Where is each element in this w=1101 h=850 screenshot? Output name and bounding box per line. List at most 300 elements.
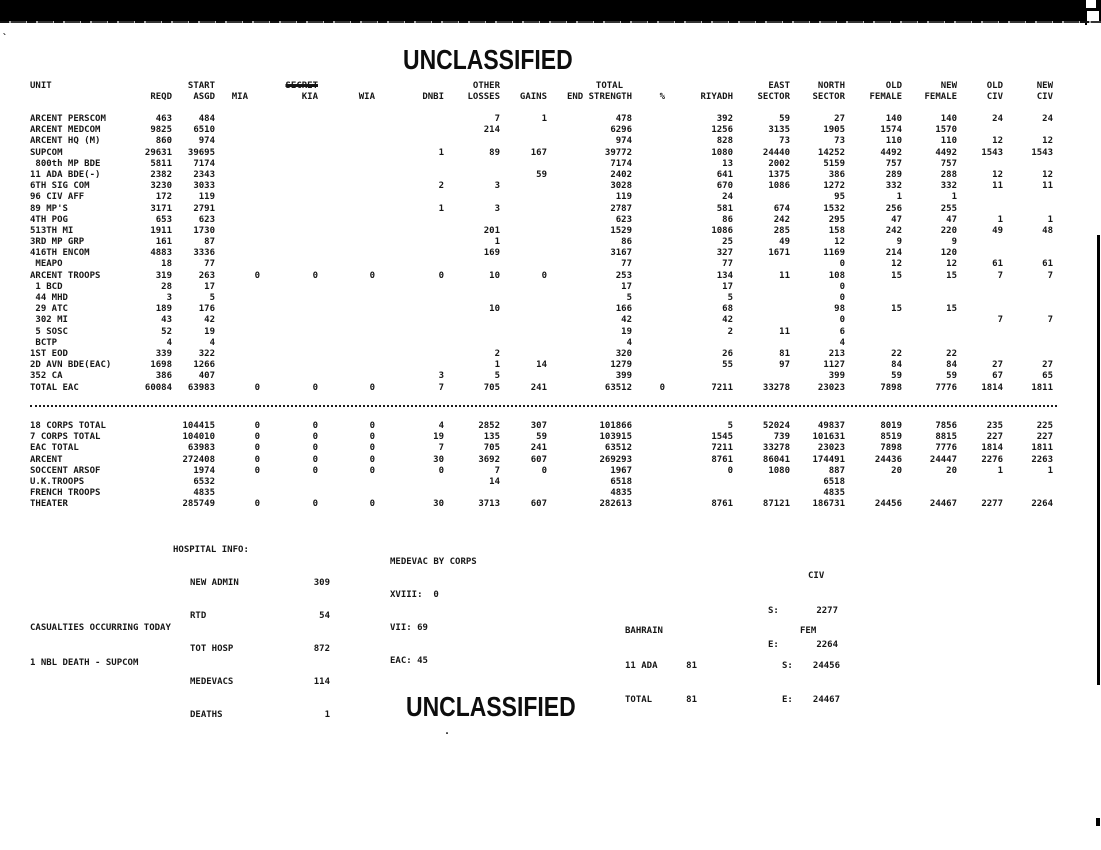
- value-cell: 1: [494, 360, 500, 371]
- value-cell: 24440: [762, 147, 790, 158]
- column-header: START: [187, 81, 215, 91]
- value-cell: [665, 338, 733, 349]
- column-header: [632, 81, 665, 92]
- value-cell: [902, 293, 957, 304]
- bahrain-row-value: 81: [686, 695, 697, 705]
- value-cell: [733, 192, 790, 203]
- value-cell: 1814: [981, 382, 1003, 393]
- value-cell: 322: [198, 348, 215, 359]
- value-cell: [733, 477, 790, 488]
- value-cell: [733, 315, 790, 326]
- value-cell: 63983: [187, 443, 215, 454]
- value-cell: 623: [615, 214, 632, 225]
- value-cell: [444, 293, 500, 304]
- unit-cell: 2D AVN BDE(EAC): [30, 360, 112, 371]
- value-cell: [375, 215, 444, 226]
- medevac-title: MEDEVAC BY CORPS: [390, 557, 477, 567]
- value-cell: [632, 304, 665, 315]
- value-cell: 0: [369, 499, 375, 510]
- value-cell: 89: [489, 147, 500, 158]
- value-cell: 5811: [150, 158, 172, 169]
- value-cell: 52: [161, 326, 172, 337]
- scan-artifact-right-edge-line: [1097, 235, 1100, 685]
- column-header: END STRENGTH: [566, 92, 632, 103]
- value-cell: [957, 159, 1003, 170]
- value-cell: [1003, 237, 1053, 248]
- value-cell: [215, 304, 260, 315]
- value-cell: [138, 443, 172, 454]
- value-cell: 12: [946, 259, 957, 270]
- value-cell: 1543: [981, 147, 1003, 158]
- value-cell: 59: [891, 371, 902, 382]
- value-cell: [444, 488, 500, 499]
- value-cell: 59: [946, 371, 957, 382]
- unit-cell: 6TH SIG COM: [30, 181, 90, 192]
- value-cell: 3028: [610, 181, 632, 192]
- hospital-row: [190, 677, 330, 688]
- casualties-line: 1 NBL DEATH - SUPCOM: [30, 657, 139, 668]
- value-cell: 757: [940, 158, 957, 169]
- value-cell: 186731: [812, 499, 845, 510]
- value-cell: [375, 488, 444, 499]
- table-row: [0, 477, 1053, 488]
- value-cell: 20: [946, 465, 957, 476]
- fem-row-label: E:: [782, 695, 793, 705]
- value-cell: [500, 159, 547, 170]
- fem-row-value: 24456: [812, 660, 840, 671]
- value-cell: [1003, 159, 1053, 170]
- value-cell: 1967: [610, 465, 632, 476]
- table-row: [0, 304, 1053, 315]
- table-row: [0, 349, 1053, 360]
- value-cell: 120: [940, 248, 957, 259]
- value-cell: 1905: [823, 125, 845, 136]
- value-cell: 463: [155, 114, 172, 124]
- hospital-row-label: MEDEVACS: [190, 677, 234, 687]
- value-cell: 269293: [599, 454, 632, 465]
- unit-cell: 7 CORPS TOTAL: [30, 432, 101, 443]
- value-cell: [957, 282, 1003, 293]
- scan-artifact-notch: [1085, 11, 1099, 25]
- column-header: TOTAL: [595, 81, 623, 91]
- value-cell: 1730: [193, 225, 215, 236]
- value-cell: 1375: [768, 169, 790, 180]
- value-cell: [318, 293, 375, 304]
- unit-cell: 89 MP'S: [30, 203, 68, 214]
- value-cell: 166: [615, 304, 632, 315]
- table-row: [0, 327, 1053, 338]
- value-cell: 0: [254, 499, 260, 510]
- value-cell: 7: [438, 443, 444, 454]
- value-cell: [632, 371, 665, 382]
- value-cell: 59: [536, 432, 547, 443]
- value-cell: 20: [891, 465, 902, 476]
- value-cell: 87121: [762, 499, 790, 510]
- value-cell: 84: [891, 360, 902, 371]
- value-cell: 0: [541, 270, 547, 281]
- value-cell: 1: [896, 192, 902, 203]
- value-cell: 653: [155, 214, 172, 225]
- value-cell: 214: [483, 125, 500, 136]
- value-cell: [733, 488, 790, 499]
- value-cell: 1814: [981, 443, 1003, 454]
- value-cell: 227: [1036, 432, 1053, 443]
- table-row: [0, 488, 1053, 499]
- value-cell: 24456: [874, 499, 902, 510]
- value-cell: 241: [530, 443, 547, 454]
- unit-cell: 11 ADA BDE(-): [30, 169, 101, 180]
- column-header: EAST: [768, 81, 790, 91]
- value-cell: [318, 237, 375, 248]
- value-cell: 24: [722, 192, 733, 203]
- value-cell: 39695: [187, 147, 215, 158]
- value-cell: [1003, 192, 1053, 203]
- value-cell: 103915: [599, 432, 632, 443]
- table-row: [0, 181, 1053, 192]
- value-cell: [632, 159, 665, 170]
- value-cell: [1003, 349, 1053, 360]
- value-cell: 0: [659, 382, 665, 393]
- value-cell: 12: [891, 259, 902, 270]
- table-row: [0, 466, 1053, 477]
- value-cell: 73: [779, 136, 790, 147]
- value-cell: 3692: [478, 454, 500, 465]
- value-cell: 7174: [193, 158, 215, 169]
- value-cell: 2343: [193, 169, 215, 180]
- value-cell: 5159: [823, 158, 845, 169]
- value-cell: [902, 488, 957, 499]
- value-cell: 242: [885, 225, 902, 236]
- value-cell: [375, 136, 444, 147]
- unit-cell: ARCENT TROOPS: [30, 270, 101, 281]
- scan-artifact-mark: `: [2, 33, 9, 44]
- value-cell: [260, 360, 318, 371]
- value-cell: 1: [541, 114, 547, 124]
- value-cell: [733, 259, 790, 270]
- value-cell: 1570: [935, 125, 957, 136]
- column-header: RIYADH: [700, 92, 733, 103]
- value-cell: [632, 477, 665, 488]
- value-cell: 227: [986, 432, 1003, 443]
- value-cell: 0: [839, 259, 845, 270]
- value-cell: 0: [839, 315, 845, 326]
- value-cell: [845, 488, 902, 499]
- value-cell: 1256: [711, 125, 733, 136]
- value-cell: [260, 204, 318, 215]
- value-cell: [733, 371, 790, 382]
- value-cell: [957, 488, 1003, 499]
- column-header: ASGD: [193, 92, 215, 103]
- value-cell: [444, 282, 500, 293]
- value-cell: 4835: [610, 488, 632, 499]
- value-cell: [215, 248, 260, 259]
- value-cell: 0: [254, 421, 260, 431]
- value-cell: [500, 371, 547, 382]
- value-cell: 0: [438, 270, 444, 281]
- value-cell: [318, 477, 375, 488]
- value-cell: [138, 466, 172, 477]
- column-header: SECTOR: [757, 92, 790, 103]
- value-cell: [260, 259, 318, 270]
- value-cell: [957, 304, 1003, 315]
- value-cell: [375, 360, 444, 371]
- value-cell: 0: [312, 443, 318, 454]
- value-cell: 1911: [150, 225, 172, 236]
- value-cell: [632, 271, 665, 282]
- value-cell: 705: [483, 443, 500, 454]
- value-cell: 189: [155, 304, 172, 315]
- value-cell: 33278: [762, 443, 790, 454]
- value-cell: [375, 282, 444, 293]
- unit-cell: 352 CA: [30, 371, 63, 382]
- value-cell: 30: [433, 454, 444, 465]
- value-cell: 15: [946, 270, 957, 281]
- value-cell: 484: [198, 114, 215, 124]
- bahrain-block: [625, 603, 697, 730]
- value-cell: 0: [312, 454, 318, 465]
- value-cell: 7174: [610, 158, 632, 169]
- unit-cell: BCTP: [30, 337, 58, 348]
- value-cell: 15: [946, 304, 957, 315]
- value-cell: 9: [896, 237, 902, 248]
- value-cell: 1080: [768, 465, 790, 476]
- value-cell: 0: [369, 421, 375, 431]
- table-row: [0, 293, 1053, 304]
- value-cell: [138, 499, 172, 510]
- column-header: NEW: [940, 81, 957, 91]
- value-cell: [375, 259, 444, 270]
- value-cell: 81: [779, 348, 790, 359]
- value-cell: [318, 327, 375, 338]
- unit-cell: THEATER: [30, 499, 68, 510]
- value-cell: 1: [951, 192, 957, 203]
- value-cell: 24436: [874, 454, 902, 465]
- value-cell: 3713: [478, 499, 500, 510]
- value-cell: 2791: [193, 203, 215, 214]
- value-cell: [215, 360, 260, 371]
- value-cell: 0: [438, 465, 444, 476]
- value-cell: 5: [209, 293, 215, 303]
- table-section-eac-units: [0, 114, 1053, 394]
- table-row: [0, 371, 1053, 382]
- value-cell: [845, 315, 902, 326]
- value-cell: [500, 237, 547, 248]
- value-cell: [632, 421, 665, 432]
- value-cell: 10: [489, 270, 500, 281]
- value-cell: 607: [530, 454, 547, 465]
- value-cell: 220: [940, 225, 957, 236]
- value-cell: [632, 136, 665, 147]
- casualties-line: CASUALTIES OCCURRING TODAY: [30, 623, 171, 633]
- value-cell: 119: [615, 192, 632, 203]
- value-cell: 2263: [1031, 454, 1053, 465]
- value-cell: [1003, 293, 1053, 304]
- table-row: [0, 170, 1053, 181]
- value-cell: 0: [254, 454, 260, 465]
- value-cell: [444, 327, 500, 338]
- civ-row-label: E:: [768, 640, 779, 650]
- value-cell: [632, 443, 665, 454]
- value-cell: 65: [1042, 371, 1053, 382]
- value-cell: [957, 338, 1003, 349]
- value-cell: [957, 237, 1003, 248]
- scan-artifact-right-tick: [1096, 818, 1100, 826]
- value-cell: [215, 338, 260, 349]
- value-cell: 1086: [711, 225, 733, 236]
- table-row: [0, 421, 1053, 432]
- value-cell: [318, 360, 375, 371]
- value-cell: 172: [155, 192, 172, 203]
- value-cell: 7: [494, 114, 500, 124]
- unit-cell: 4TH POG: [30, 214, 68, 225]
- value-cell: 0: [839, 293, 845, 303]
- value-cell: 49: [992, 225, 1003, 236]
- value-cell: [260, 327, 318, 338]
- civ-row-label: S:: [768, 605, 779, 616]
- value-cell: [902, 282, 957, 293]
- value-cell: 2852: [478, 421, 500, 431]
- value-cell: [500, 488, 547, 499]
- value-cell: [500, 215, 547, 226]
- medevac-line: VII: 69: [390, 623, 428, 633]
- value-cell: 214: [885, 248, 902, 259]
- column-header: [318, 81, 375, 92]
- table-row: [0, 338, 1053, 349]
- value-cell: 2276: [981, 454, 1003, 465]
- column-header: OLD: [986, 81, 1003, 91]
- value-cell: [500, 192, 547, 203]
- value-cell: [444, 315, 500, 326]
- value-cell: 24467: [929, 499, 957, 510]
- value-cell: [500, 226, 547, 237]
- value-cell: 174491: [812, 454, 845, 465]
- value-cell: [957, 248, 1003, 259]
- column-header: SECRET: [285, 81, 318, 91]
- fem-summary-row: [782, 661, 840, 673]
- value-cell: [1003, 338, 1053, 349]
- value-cell: [1003, 204, 1053, 215]
- table-row: [0, 443, 1053, 454]
- value-cell: [733, 282, 790, 293]
- value-cell: 1279: [610, 360, 632, 371]
- unit-cell: 29 ATC: [30, 304, 68, 315]
- table-header-row: [0, 81, 1053, 92]
- value-cell: [375, 226, 444, 237]
- value-cell: 887: [828, 465, 845, 476]
- value-cell: 201: [483, 225, 500, 236]
- value-cell: [632, 125, 665, 136]
- value-cell: [375, 159, 444, 170]
- value-cell: 0: [254, 270, 260, 281]
- value-cell: [632, 349, 665, 360]
- table-section-totals: [0, 421, 1053, 511]
- value-cell: [957, 204, 1003, 215]
- value-cell: 860: [155, 136, 172, 147]
- hospital-row-value: 54: [319, 611, 330, 621]
- value-cell: 0: [369, 432, 375, 443]
- value-cell: 3: [494, 203, 500, 214]
- value-cell: 104010: [182, 432, 215, 443]
- table-row: [0, 204, 1053, 215]
- hospital-row-value: 872: [313, 644, 330, 654]
- value-cell: 327: [716, 248, 733, 259]
- column-header: KIA: [301, 92, 318, 103]
- value-cell: 49: [779, 237, 790, 248]
- value-cell: 242: [773, 214, 790, 225]
- value-cell: [500, 248, 547, 259]
- column-header: %: [659, 92, 665, 103]
- value-cell: [632, 215, 665, 226]
- value-cell: 2002: [768, 158, 790, 169]
- value-cell: 15: [891, 270, 902, 281]
- value-cell: [260, 338, 318, 349]
- value-cell: 0: [369, 443, 375, 454]
- value-cell: 1545: [711, 432, 733, 443]
- value-cell: [902, 477, 957, 488]
- table-row: [0, 315, 1053, 326]
- hospital-row-label: RTD: [190, 611, 207, 621]
- value-cell: [260, 125, 318, 136]
- value-cell: 974: [615, 136, 632, 147]
- value-cell: 0: [727, 465, 733, 476]
- value-cell: 27: [992, 360, 1003, 371]
- value-cell: [318, 259, 375, 270]
- value-cell: 6532: [193, 476, 215, 487]
- value-cell: [318, 125, 375, 136]
- value-cell: 61: [1042, 259, 1053, 270]
- value-cell: [902, 327, 957, 338]
- unit-cell: MEAPO: [30, 259, 63, 270]
- table-row: [0, 360, 1053, 371]
- value-cell: [632, 192, 665, 203]
- value-cell: 0: [369, 465, 375, 476]
- value-cell: [318, 114, 375, 125]
- value-cell: [260, 293, 318, 304]
- value-cell: [632, 327, 665, 338]
- value-cell: 4835: [193, 488, 215, 499]
- column-header: OLD: [885, 81, 902, 91]
- value-cell: 55: [722, 360, 733, 371]
- fem-row-value: 24467: [812, 695, 840, 705]
- hospital-row: [190, 644, 330, 655]
- value-cell: 12: [992, 136, 1003, 147]
- value-cell: 59: [779, 114, 790, 124]
- value-cell: 119: [198, 192, 215, 203]
- value-cell: [632, 248, 665, 259]
- column-header: NORTH: [817, 81, 845, 91]
- value-cell: [260, 371, 318, 382]
- value-cell: [260, 488, 318, 499]
- value-cell: [500, 315, 547, 326]
- column-header: [665, 81, 733, 92]
- unit-cell: ARCENT MEDCOM: [30, 125, 101, 136]
- value-cell: [500, 349, 547, 360]
- value-cell: 0: [254, 465, 260, 476]
- table-row: [0, 282, 1053, 293]
- unit-cell: SOCCENT ARSOF: [30, 465, 101, 476]
- value-cell: 110: [885, 136, 902, 147]
- value-cell: [632, 259, 665, 270]
- hospital-row-label: DEATHS: [190, 710, 223, 720]
- hospital-row: [190, 611, 330, 622]
- unit-cell: 1ST EOD: [30, 348, 68, 359]
- value-cell: 42: [204, 315, 215, 326]
- table-row: [0, 271, 1053, 282]
- value-cell: 23023: [817, 382, 845, 393]
- value-cell: 158: [828, 225, 845, 236]
- value-cell: 47: [946, 214, 957, 225]
- column-header: CIV: [1036, 92, 1053, 103]
